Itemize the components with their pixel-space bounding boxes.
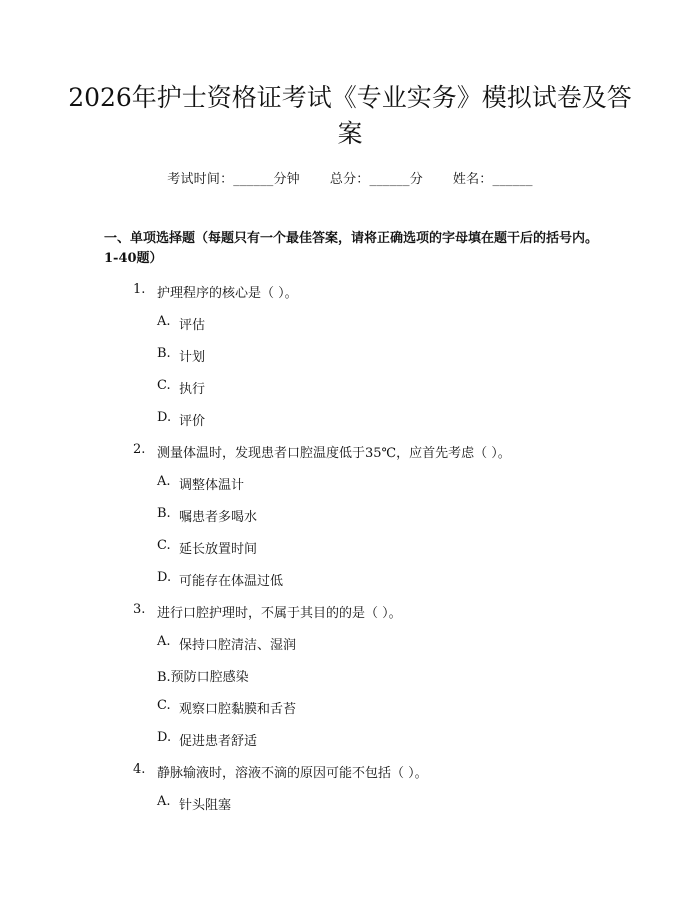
option-text: 执行 bbox=[179, 382, 206, 397]
option-letter: B. bbox=[157, 506, 171, 521]
option-text: 针头阻塞 bbox=[179, 798, 232, 813]
answer-option bbox=[0, 346, 700, 378]
answer-option bbox=[0, 314, 700, 346]
option-letter: A. bbox=[157, 634, 171, 649]
option-text: 评估 bbox=[179, 318, 206, 333]
option-text: 保持口腔清洁、湿润 bbox=[179, 638, 297, 653]
option-text: 可能存在体温过低 bbox=[179, 574, 284, 589]
option-letter: C. bbox=[157, 378, 171, 393]
question-stem: 测量体温时，发现患者口腔温度低于35℃，应首先考虑（ ）。 bbox=[157, 446, 511, 461]
question-number: 4. bbox=[133, 762, 146, 777]
question-number: 1. bbox=[133, 282, 146, 297]
option-letter: A. bbox=[157, 474, 171, 489]
option-letter: C. bbox=[157, 538, 171, 553]
question-number: 3. bbox=[133, 602, 146, 617]
answer-option bbox=[0, 698, 700, 730]
option-letter: A. bbox=[157, 314, 171, 329]
option-text: 调整体温计 bbox=[179, 478, 245, 493]
question-number: 2. bbox=[133, 442, 146, 457]
name-label: 姓名：______ bbox=[452, 172, 533, 187]
answer-option bbox=[0, 666, 700, 698]
answer-option bbox=[0, 410, 700, 442]
question-item bbox=[0, 762, 700, 794]
option-text: 评价 bbox=[179, 414, 206, 429]
option-letter: D. bbox=[157, 410, 172, 425]
question-stem: 静脉输液时，溶液不滴的原因可能不包括（ ）。 bbox=[157, 766, 428, 781]
question-stem: 进行口腔护理时，不属于其目的的是（ ）。 bbox=[157, 606, 402, 621]
answer-option bbox=[0, 378, 700, 410]
page-title: 2026年护士资格证考试《专业实务》模拟试卷及答案 bbox=[68, 83, 632, 148]
exam-info bbox=[0, 168, 700, 187]
option-text: 观察口腔黏膜和舌苔 bbox=[179, 702, 297, 717]
answer-option bbox=[0, 634, 700, 666]
question-stem: 护理程序的核心是（ ）。 bbox=[157, 286, 298, 301]
answer-option bbox=[0, 538, 700, 570]
option-letter: D. bbox=[157, 730, 172, 745]
answer-option bbox=[0, 794, 700, 826]
option-letter: A. bbox=[157, 794, 171, 809]
option-text: 促进患者舒适 bbox=[179, 734, 258, 749]
question-item bbox=[0, 442, 700, 474]
option-text: 嘱患者多喝水 bbox=[179, 510, 258, 525]
option-text: 计划 bbox=[179, 350, 206, 365]
option-letter: C. bbox=[157, 698, 171, 713]
option-letter: D. bbox=[157, 570, 172, 585]
answer-option bbox=[0, 730, 700, 762]
question-item bbox=[0, 602, 700, 634]
option-text: 延长放置时间 bbox=[179, 542, 258, 557]
total-score-label: 总分：______分 bbox=[329, 172, 423, 187]
question-item bbox=[0, 282, 700, 314]
answer-option bbox=[0, 570, 700, 602]
section-heading: 一、单项选择题（每题只有一个最佳答案，请将正确选项的字母填在题干后的括号内。1-40题） bbox=[104, 231, 599, 266]
option-text: B.预防口腔感染 bbox=[157, 670, 249, 685]
answer-option bbox=[0, 506, 700, 538]
answer-option bbox=[0, 474, 700, 506]
option-letter: B. bbox=[157, 346, 171, 361]
question-list bbox=[0, 282, 700, 826]
exam-time-label: 考试时间：______分钟 bbox=[167, 172, 300, 187]
